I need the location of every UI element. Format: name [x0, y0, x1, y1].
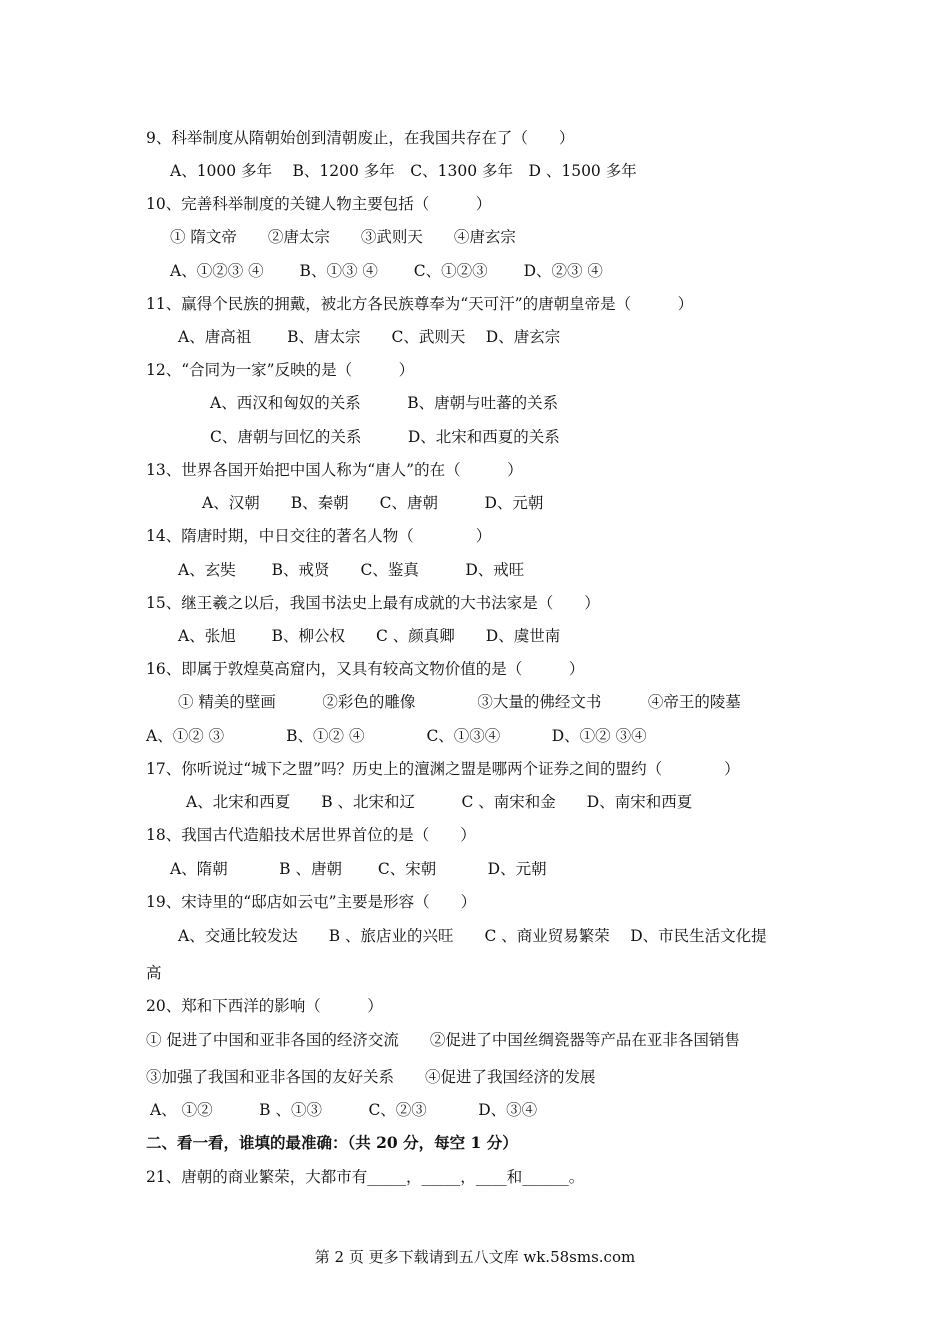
q18-stem: 18、我国古代造船技术居世界首位的是（ ） — [146, 826, 476, 844]
q15-stem: 15、继王羲之以后，我国书法史上最有成就的大书法家是（ ） — [146, 594, 600, 612]
q15-options: A、张旭 B、柳公权 C 、颜真卿 D、虞世南 — [178, 627, 561, 645]
q18-options: A、隋朝 B 、唐朝 C、宋朝 D、元朝 — [170, 860, 547, 878]
q16-stem: 16、即属于敦煌莫高窟内，又具有较高文物价值的是（ ） — [146, 660, 585, 678]
q20-stem: 20、郑和下西洋的影响（ ） — [146, 997, 383, 1015]
q13-options: A、汉朝 B、秦朝 C、唐朝 D、元朝 — [202, 494, 544, 512]
q19-options: A、交通比较发达 B 、旅店业的兴旺 C 、商业贸易繁荣 D、市民生活文化提 — [178, 927, 767, 945]
q9-stem: 9、科举制度从隋朝始创到清朝废止，在我国共存在了（ ） — [146, 129, 575, 147]
q14-options: A、玄奘 B、戒贤 C、鉴真 D、戒旺 — [178, 561, 525, 579]
q20-items-row2: ③加强了我国和亚非各国的友好关系 ④促进了我国经济的发展 — [146, 1068, 596, 1086]
q19-stem: 19、宋诗里的“邸店如云屯”主要是形容（ ） — [146, 893, 477, 911]
q11-stem: 11、赢得个民族的拥戴，被北方各民族尊奉为“天可汗”的唐朝皇帝是（ ） — [146, 295, 694, 313]
q10-items: ① 隋文帝 ②唐太宗 ③武则天 ④唐玄宗 — [170, 228, 516, 246]
q20-options: A、 ①② B 、①③ C、②③ D、③④ — [150, 1101, 538, 1119]
q9-options: A、1000 多年 B、1200 多年 C、1300 多年 D 、1500 多年 — [170, 162, 637, 180]
q13-stem: 13、世界各国开始把中国人称为“唐人”的在（ ） — [146, 461, 523, 479]
page-footer: 第 2 页 更多下载请到五八文库 wk.58sms.com — [314, 1248, 636, 1266]
q20-items-row1: ① 促进了中国和亚非各国的经济交流 ②促进了中国丝绸瓷器等产品在亚非各国销售 — [146, 1031, 740, 1049]
q14-stem: 14、隋唐时期，中日交往的著名人物（ ） — [146, 527, 492, 545]
section2-heading: 二、看一看，谁填的最准确：（共 20 分，每空 1 分） — [146, 1133, 518, 1152]
q16-options: A、①② ③ B、①② ④ C、①③④ D、①② ③④ — [146, 727, 647, 745]
q10-options: A、①②③ ④ B、①③ ④ C、①②③ D、②③ ④ — [170, 262, 603, 280]
q16-items: ① 精美的壁画 ②彩色的雕像 ③大量的佛经文书 ④帝王的陵墓 — [178, 693, 741, 711]
q17-stem: 17、你听说过“城下之盟”吗？历史上的澶渊之盟是哪两个证券之间的盟约（ ） — [146, 760, 740, 778]
q10-stem: 10、完善科举制度的关键人物主要包括（ ） — [146, 195, 492, 213]
q17-options: A、北宋和西夏 B 、北宋和辽 C 、南宋和金 D、南宋和西夏 — [186, 793, 693, 811]
q12-options-row1: A、西汉和匈奴的关系 B、唐朝与吐蕃的关系 — [210, 394, 559, 412]
q12-stem: 12、“合同为一家”反映的是（ ） — [146, 361, 415, 379]
q19-options-wrap: 高 — [146, 964, 162, 982]
q11-options: A、唐高祖 B、唐太宗 C、武则天 D、唐玄宗 — [178, 328, 561, 346]
q12-options-row2: C、唐朝与回忆的关系 D、北宋和西夏的关系 — [210, 428, 560, 446]
q21-fill-blank: 21、唐朝的商业繁荣，大都市有_____，_____，____和______。 — [146, 1168, 585, 1186]
